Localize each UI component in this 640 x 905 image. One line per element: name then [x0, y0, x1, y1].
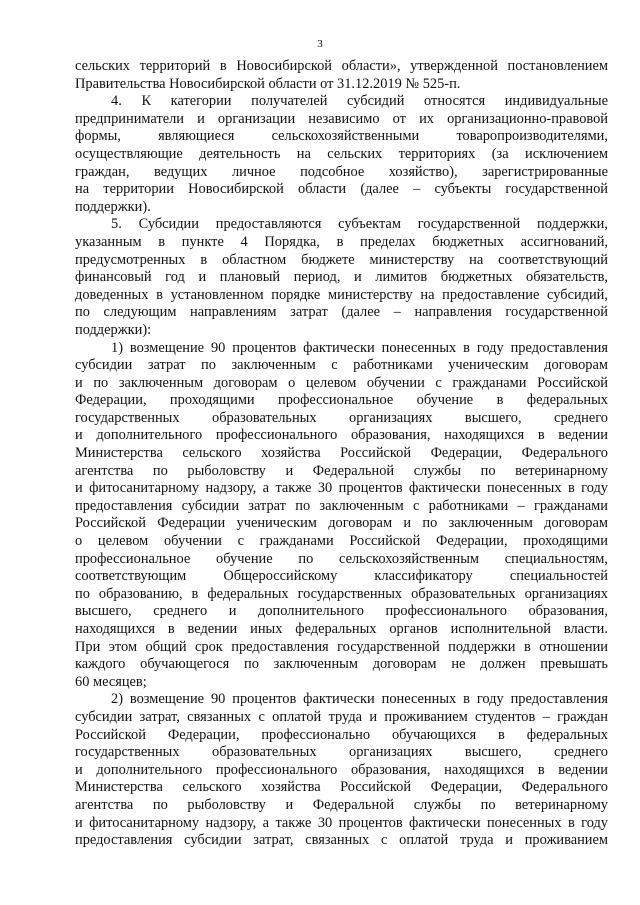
text-line: доведенных в установленном порядке министерству на предоставление субсидий, — [75, 286, 608, 303]
text-line: финансовый год и плановый период, и лимитов бюджетных обязательств, — [75, 269, 608, 286]
paragraph-subitem-1 — [75, 340, 608, 692]
page-number: 3 — [317, 38, 323, 50]
text-line: 60 месяцев; — [75, 673, 147, 690]
text-line: высшего, среднего и дополнительного профессионального образования, — [75, 603, 608, 620]
text-line: агентства по рыболовству и Федеральной службы по ветеринарному — [75, 462, 608, 479]
text-line: субсидии затрат, связанных с оплатой труда и проживанием студентов – граждан — [75, 708, 608, 725]
text-line: Министерства сельского хозяйства Российской Федерации, Федерального — [75, 445, 608, 462]
text-line: предприниматели и организации независимо от их организационно-правовой — [75, 110, 608, 127]
text-line: на территории Новосибирской области (далее – субъекты государственной — [75, 181, 608, 198]
text-line: формы, являющиеся сельскохозяйственными товаропроизводителями, — [75, 128, 608, 145]
text-line: 5. Субсидии предоставляются субъектам государственной поддержки, — [111, 216, 608, 233]
text-line: При этом общий срок предоставления государственной поддержки в отношении — [75, 638, 608, 655]
text-line: каждого обучающегося по заключенным договорам не должен превышать — [75, 656, 608, 673]
paragraph-item-4 — [75, 93, 608, 216]
paragraph-item-5 — [75, 216, 608, 339]
text-line: профессиональное обучение по сельскохозяйственным специальностям, — [75, 550, 608, 567]
paragraph-intro-continuation — [75, 58, 608, 93]
paragraph-subitem-2 — [75, 691, 608, 849]
text-line: указанным в пункте 4 Порядка, в пределах бюджетных ассигнований, — [75, 233, 608, 250]
text-line: Федерации, проходящими профессиональное обучение в федеральных — [75, 392, 608, 409]
text-line: государственных образовательных организациях высшего, среднего — [75, 409, 608, 426]
text-line: государственных образовательных организациях высшего, среднего — [75, 744, 608, 761]
text-line: 4. К категории получателей субсидий относятся индивидуальные — [111, 93, 608, 110]
text-line: поддержки): — [75, 321, 152, 338]
text-line: субсидии затрат по заключенным с работниками ученическим договорам — [75, 357, 608, 374]
text-line: и дополнительного профессионального образования, находящихся в ведении — [75, 761, 608, 778]
text-line: по следующим направлениям затрат (далее – направления государственной — [75, 304, 608, 321]
text-line: Правительства Новосибирской области от 31.12.2019 № 525-п. — [75, 75, 461, 92]
text-line: поддержки). — [75, 198, 151, 215]
text-line: осуществляющие деятельность на сельских территориях (за исключением — [75, 145, 608, 162]
text-line: Российской Федерации, профессионально обучающихся в федеральных — [75, 726, 608, 743]
text-line: предоставления субсидии затрат, связанных с оплатой труда и проживанием — [75, 832, 608, 849]
text-line: 1) возмещение 90 процентов фактически понесенных в году предоставления — [111, 339, 608, 356]
document-body — [75, 58, 608, 850]
text-line: сельских территорий в Новосибирской области», утвержденной постановлением — [75, 58, 608, 74]
text-line: граждан, ведущих личное подсобное хозяйство), зарегистрированные — [75, 163, 608, 180]
text-line: и по заключенным договорам о целевом обучении с гражданами Российской — [75, 374, 608, 391]
text-line: Российской Федерации ученическим договорам и по заключенным договорам — [75, 515, 608, 532]
text-line: и дополнительного профессионального образования, находящихся в ведении — [75, 427, 608, 444]
text-line: находящихся в ведении иных федеральных органов исполнительной власти. — [75, 621, 608, 637]
text-line: по образованию, в федеральных государственных образовательных организациях — [75, 585, 608, 602]
text-line: Министерства сельского хозяйства Российской Федерации, Федерального — [75, 779, 608, 796]
text-line: и фитосанитарному надзору, а также 30 процентов фактически понесенных в году — [75, 814, 608, 831]
text-line: предоставления субсидии затрат по заключенным с работниками – гражданами — [75, 497, 608, 514]
text-line: 2) возмещение 90 процентов фактически понесенных в году предоставления — [111, 691, 608, 708]
text-line: агентства по рыболовству и Федеральной службы по ветеринарному — [75, 796, 608, 813]
text-line: соответствующим Общероссийскому классификатору специальностей — [75, 568, 608, 585]
text-line: о целевом обучении с гражданами Российской Федерации, проходящими — [75, 533, 608, 550]
text-line: и фитосанитарному надзору, а также 30 процентов фактически понесенных в году — [75, 480, 608, 497]
text-line: предусмотренных в областном бюджете министерству на соответствующий — [75, 251, 608, 268]
